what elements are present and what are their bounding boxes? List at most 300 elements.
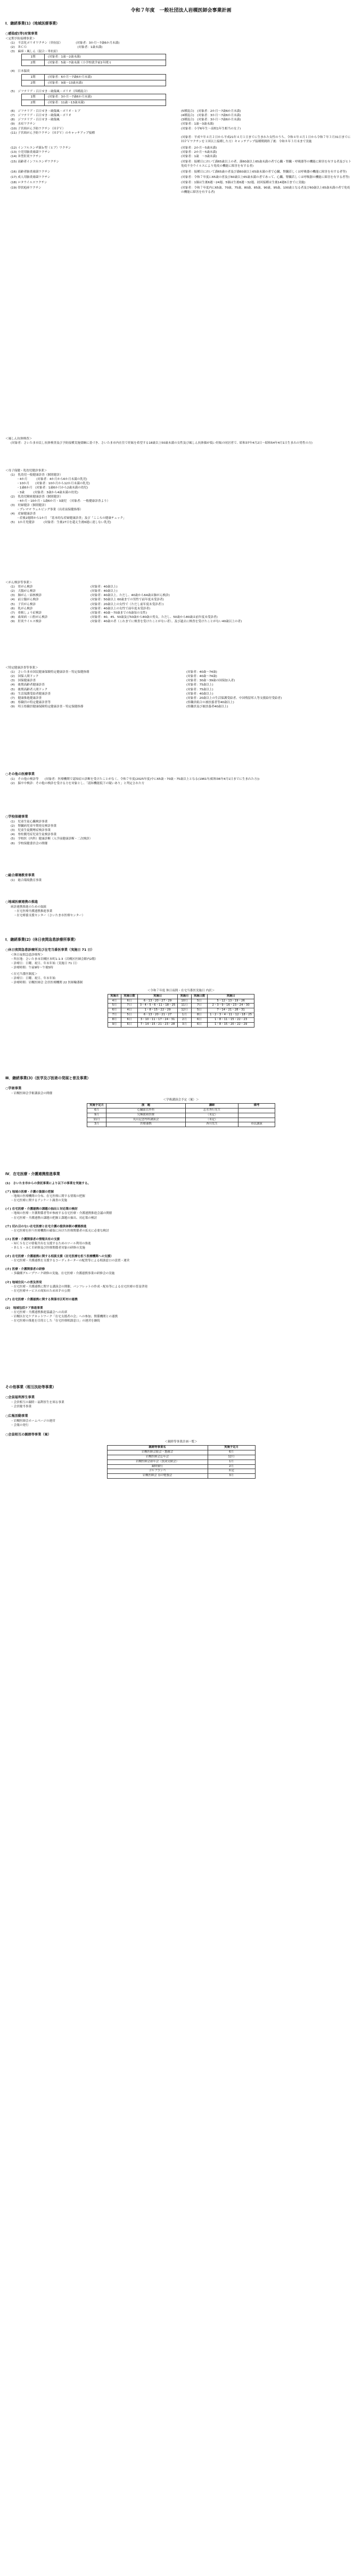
table-cell: 6・13・20・27・29 xyxy=(137,999,178,1004)
item-target: (4種混合) (対象者：3か月〜7歳6か月未満) xyxy=(181,114,241,118)
table-header xyxy=(108,994,254,999)
rubella-text: (対象者：さいたま市民し抗体検査及び予防接種実施要綱に基づき、さいたま市内在住で妊娠を希望する18歳以上50歳未満の女性及び風しん抗体価が低い妊娠の同居者で、昭和37年4月2日〜昭和54年4月1日生まれの男性の方) xyxy=(11,442,312,445)
list-item xyxy=(5,127,357,131)
environment-block xyxy=(5,868,357,883)
list-item: ・在宅医療・介護連携の課題の把握と課題の抽出、対応策の検討 xyxy=(11,1216,97,1220)
list-item: ・地域の医療機関の分布、在宅医療に関する情報の把握 xyxy=(11,1195,85,1199)
table-cell: 6日 xyxy=(121,999,138,1004)
list-item: (4) 脊柱側弯症児童生徒検診事業 xyxy=(11,833,57,837)
routine-vaccination-label: ＜定期予防接種事業＞ xyxy=(5,37,35,40)
section-heading: Ⅰ．継続事業(1)（地域医療事業） xyxy=(5,21,60,26)
list-item: (1) 児童生徒心臓検診事業 xyxy=(11,820,48,824)
column-header: 実施月 xyxy=(108,994,121,999)
table-cell: 心臓血管外科 xyxy=(106,1108,185,1113)
table-row xyxy=(87,1122,275,1127)
list-item: ・地域の医療・介護関係者等が参画する在宅医療・介護連携推進会議の開催 xyxy=(11,1212,112,1216)
table-cell: (対象者：9歳〜13歳未満) xyxy=(45,80,166,86)
table-row xyxy=(107,1469,255,1474)
list-item xyxy=(5,674,357,679)
list-item: ・会員慶弔事業 xyxy=(11,1405,32,1408)
section-heading: Ⅲ．継続事業(3)（医学及び医術の発展と普及事業） xyxy=(5,1076,91,1080)
column-header: 実施日 xyxy=(208,994,254,999)
list-item: ・岩槻医師会学術講演会の開催 xyxy=(11,1091,53,1095)
cancer-label: ＜がん検診等事業＞ xyxy=(5,581,32,584)
list-item: ・会報の発行 xyxy=(11,1424,29,1428)
table-row xyxy=(107,1450,255,1455)
list-item: ・会員相互の親睦・福利厚生を図る事業 xyxy=(11,1400,64,1404)
section-homecare xyxy=(5,1172,357,1323)
table-row xyxy=(108,1022,254,1027)
column-header: 親睦等事業名 xyxy=(107,1446,208,1450)
item-target: (対象者：1歳〜3歳未満) xyxy=(181,123,214,126)
list-item xyxy=(5,122,357,126)
item-name: (4) 前立腺がん検診 xyxy=(11,598,39,602)
list-item: (1) 乳幼児一般健康診査（個別健診） xyxy=(11,474,63,477)
list-item xyxy=(5,170,357,174)
column-header: 実施予定月 xyxy=(208,1446,255,1450)
list-item: ・在宅療養支援センター（さいたま市医療センター） xyxy=(11,914,85,918)
table-cell: 1期 xyxy=(22,54,45,60)
item-target: (県職員及び被扶養者40歳以上) xyxy=(186,705,228,708)
table-cell: (対象者：3か月〜7歳6か月未満) xyxy=(45,94,166,100)
item-name: (8) 歯周病・口腔がん検診 xyxy=(11,615,48,619)
item-target: (対象者：20歳以上の女性で（ただし前年度未受診者）) xyxy=(90,602,164,606)
item-name: (3) 肺がん・結核検診 xyxy=(11,594,42,598)
vaccine-item: (5) ジフテリア・百日せき・破傷風・ポリオ（四種混合） xyxy=(11,89,89,93)
events-table xyxy=(107,1445,256,1479)
list-item xyxy=(5,683,357,687)
list-item: (1) その他の検診等 (対象者：医療機関で認知症の診断を受けたことがなく、令和７年度(2025年度)中に65歳・70歳・75歳以上となる(1961年/昭和36年4月1日までに生まれた方)) xyxy=(11,777,260,781)
item-target: (対象者：接種日において満65歳以上の者、満60歳以上65歳未満の者で心臓・腎臓・呼吸器等の機能に障害を有する者及びヒト免疫不全ウイルスにより免疫の機能に障害を有する者) xyxy=(181,160,352,168)
table-cell: 11月 xyxy=(87,1118,106,1122)
item-target: (対象者：令和７年度内に65歳、70歳、75歳、80歳、85歳、90歳、95歳、100歳となる者及び60歳以上65歳未満の者で免疫の機能に障害を有する者) xyxy=(181,186,350,194)
academic-heading: ○学術事業 xyxy=(5,1086,22,1090)
list-item xyxy=(5,598,357,602)
column-header: 備考 xyxy=(238,1104,275,1108)
events-table-title: ＜親睦等事業計画一覧＞ xyxy=(164,1440,198,1444)
list-item xyxy=(5,705,357,709)
list-item: ・在宅医療・介護連携に関する講演会の開催、パンフレットの作成・配布等による在宅医療の普及啓発 xyxy=(11,1285,148,1289)
table-cell: 6日 xyxy=(121,1017,138,1022)
other-medical-heading: ○その他の医療事業 xyxy=(5,772,35,776)
mr-schedule-table xyxy=(21,54,166,66)
table-cell: 9月 xyxy=(87,1113,106,1118)
table-cell: (対象者：5歳〜7歳未満（小学校就学前1年間）) xyxy=(45,60,166,66)
column-header: 演 題 xyxy=(106,1104,185,1108)
item-target: (対象者：小学6年生〜高校1年生相当の女子) xyxy=(181,127,241,131)
item-target: (対象者：40歳〜70歳までの5歳毎の女性) xyxy=(90,611,147,615)
table-row xyxy=(87,1113,275,1118)
table-cell: 7日 xyxy=(191,1004,208,1008)
list-item xyxy=(5,619,357,624)
column-header: 実施日数 xyxy=(191,994,208,999)
table-cell: (対象者：1歳〜2歳未満) xyxy=(45,54,166,60)
section-heading: Ⅳ．在宅医療・介護連携推進事業 xyxy=(5,1172,60,1176)
table-row xyxy=(22,74,166,80)
list-item: ・在宅医療を担う医療機関の確保に向けた医療関係者の拡充に必要な検討 xyxy=(11,1229,109,1233)
list-item xyxy=(5,602,357,607)
list-item xyxy=(5,150,357,154)
table-cell: 6月 xyxy=(108,1008,121,1013)
table-cell: 8日 xyxy=(191,1013,208,1018)
school-health-heading: ○学校保健事業 xyxy=(5,815,28,819)
table-cell: 2・3・9・16・23・24・30 xyxy=(208,1004,254,1008)
table-header xyxy=(87,1104,275,1108)
list-item: ・4か月 (対象者：4か月から6か月未満の乳児) xyxy=(11,478,87,482)
table-cell: ゴルフコンペ xyxy=(107,1469,208,1474)
list-item xyxy=(5,585,357,589)
table-cell: 5日 xyxy=(191,999,208,1004)
vaccine-item: (3) 麻疹・風しん（混合・単抗原） xyxy=(11,50,60,54)
column-header: 講師 xyxy=(185,1104,238,1108)
section-continuing-1 xyxy=(5,21,357,194)
lecture-table-title: ＜学術講演会予定（案）＞ xyxy=(163,1098,199,1102)
table-cell: 2月 xyxy=(208,1464,255,1469)
table-cell: 9月 xyxy=(108,1022,121,1027)
list-item xyxy=(5,131,357,135)
section-continuing-3 xyxy=(5,1076,357,1127)
item-target: (対象者：40歳〜74歳) xyxy=(186,675,217,679)
table-row xyxy=(22,54,166,60)
table-cell: 5月 xyxy=(108,1004,121,1008)
list-item xyxy=(5,679,357,683)
table-cell: （未定） xyxy=(185,1113,238,1118)
list-item: ・診療時間：岩槻医師会 会員医療機関 22 医師輪番制 xyxy=(11,981,83,985)
emergency-heading: ○休日夜間急患診療所及び在宅当番医事業（実施日 71 日） xyxy=(5,948,94,952)
item-name: (11) 子宮頸がん予防ワクチン（ＨＰＶ）のキャッチアップ接種 xyxy=(11,131,95,135)
table-cell: 1・8・15・22・29 xyxy=(137,1008,178,1013)
table-cell xyxy=(238,1118,275,1122)
item-name: (1) 胃がん検診 xyxy=(11,585,33,589)
table-row xyxy=(22,80,166,86)
table-cell: 6日 xyxy=(191,1017,208,1022)
column-header: 実施月 xyxy=(178,994,191,999)
list-item: ・所在地：さいたま市岩槻区本町1-1-3（岩槻区医師会館内2階） xyxy=(11,957,98,961)
item-name: (4) 後期高齢者健康診査 xyxy=(11,683,45,687)
list-item: ・在宅医療・介護連携推進協議会への出席 xyxy=(11,1311,68,1315)
item-name: (13) 小児用肺炎球菌ワクチン xyxy=(11,151,51,154)
school-health-block xyxy=(5,810,357,846)
list-item: ・1歳6か月 (対象者：1歳6か月から2歳未満の幼児) xyxy=(11,486,88,490)
table-cell: 7日 xyxy=(121,1004,138,1008)
table-cell: 6日 xyxy=(121,1022,138,1027)
list-item: ・診療日：日曜、祝日、年末年始（実施日 71 日） xyxy=(11,962,79,966)
list-item: ・在宅医療介護連携推進事業 xyxy=(11,910,53,914)
item-name: (6) 生活保護受給者健康診査 xyxy=(11,692,51,696)
table-cell: 2期 xyxy=(22,100,45,106)
table-row xyxy=(108,1004,254,1008)
item-name: (2) 国保人間ドック xyxy=(11,675,39,679)
item-name: (14) Ｂ型肝炎ワクチン xyxy=(11,155,42,159)
list-item: ・ＭＣＳなどの情報共有を支援するためのツール利用の推進 xyxy=(11,1242,91,1245)
table-cell: 12月 xyxy=(178,1008,191,1013)
list-item: (1) 総合環境教育事業 xyxy=(11,878,42,882)
table-cell: 岩槻医師会 春の勉強会 xyxy=(107,1474,208,1479)
item-target: (5種混合) (対象者：2か月〜7歳6か月未満) xyxy=(181,110,241,113)
item-target: (対象者：40歳以上) xyxy=(186,692,213,696)
item-name: (18) ロタウイルスワクチン xyxy=(11,181,47,184)
item-target: (対象者：40、45、50歳及び50歳から80歳の男女。ただし、50歳から80歳は前年度未受診者) xyxy=(90,615,218,619)
table-row xyxy=(108,1017,254,1022)
table-row xyxy=(22,60,166,66)
rubella-block xyxy=(5,437,357,445)
item-name: (7) 健康推進健康診査 xyxy=(11,696,42,700)
item-target: (対象者：20歳以上の生活保護受給者、中国残留邦人等支援給付受給者) xyxy=(186,696,282,700)
list-item xyxy=(5,670,357,674)
table-cell: 3月 xyxy=(208,1474,255,1479)
list-item: (ウ) 切れ目のない在宅医療と在宅介護の提供体制の構築推進 xyxy=(5,1225,87,1228)
item-name: (16) 高齢者肺炎球菌ワクチン xyxy=(11,170,51,174)
vaccine-item: (1) 不活化ポリオワクチン（単抗原） (対象者：3か月〜7歳6か月未満) xyxy=(11,41,120,45)
table-cell: 1期 xyxy=(22,74,45,80)
item-target: (対象者：40歳以上) xyxy=(90,585,118,589)
list-item xyxy=(5,692,357,696)
list-item: ・多職種グループワーク研修の実施、在宅医療・介護連携事業の研修会の実施 xyxy=(11,1272,115,1276)
infant-health-label: ＜母子保健・乳幼児健診事業＞ xyxy=(5,469,47,472)
table-cell: (対象者：6か月〜7歳6か月未満) xyxy=(45,74,166,80)
table-cell: 親睦旅行 xyxy=(107,1464,208,1469)
table-row xyxy=(107,1464,255,1469)
item-target: (対象者：75歳以上) xyxy=(186,683,213,687)
item-name: (5) 後期高齢者人間ドック xyxy=(11,688,48,691)
dpt-schedule-table xyxy=(21,94,166,106)
item-name: (7) 骨粗しょう症検診 xyxy=(11,611,42,615)
section-continuing-2 xyxy=(5,938,357,1028)
table-cell: 未定 xyxy=(208,1469,255,1474)
list-item xyxy=(5,696,357,700)
list-item: ・4か月・10か月・1歳6か月・3歳児 （対象者：一般健康診査より） xyxy=(11,499,110,503)
section-heading: Ⅰ．継続事業(2)（休日夜間急患診療所事業） xyxy=(5,938,78,942)
list-item: (イ) 在宅医療・介護連携の課題の抽出と対応策の検討 xyxy=(5,1208,78,1211)
other-medical-block xyxy=(5,767,357,786)
item-target: (対象者：2か月〜5歳未満) xyxy=(181,151,217,154)
catchup-note: (対象者：平成９年４月２日から平成21年４月１日までに生まれた女性のうち、令和４年４月１日から令和７年３月31日までにＨＰＶワクチンを１回以上接種した方）キャッチアップ接種期間終了後：令和８年３月末まで実施 xyxy=(181,135,351,143)
environment-heading: ○総合環境教育事業 xyxy=(5,874,35,877)
list-item xyxy=(5,611,357,615)
table-cell: 2月 xyxy=(178,1017,191,1022)
table-cell: 3月 xyxy=(178,1022,191,1027)
list-item xyxy=(5,700,357,705)
table-cell: （未定） xyxy=(185,1118,238,1122)
list-item xyxy=(5,109,357,113)
item-target: (県職員組合の被扶養者等40歳以上) xyxy=(186,700,234,704)
list-item: 病診連携推進のための取組 xyxy=(11,905,47,909)
table-cell: 志水秀行先生 xyxy=(185,1108,238,1113)
list-item: ・在宅医療サービスの周知のためＨＰの公開 xyxy=(11,1289,70,1293)
table-cell: 7月 xyxy=(108,1013,121,1018)
table-cell: 岩槻医師会忘年会 xyxy=(107,1455,208,1460)
list-item: (4) 産婦健康診査 xyxy=(11,512,36,516)
table-cell: 6月 xyxy=(87,1108,106,1113)
item-target: (対象者：40歳以上) xyxy=(90,590,118,593)
item-target: (対象者：40歳以上。ただし、40歳から64歳は肺がん検診) xyxy=(90,594,170,598)
list-item: (2) 腎臓病児童早期発見検診事業 xyxy=(11,825,57,828)
list-item: ・岩槻区在宅ケアネットワーク「在宅支援者の会」への参加、関係機関との連携 xyxy=(11,1315,118,1319)
lecture-table xyxy=(87,1103,275,1127)
table-cell: 4日 xyxy=(121,1008,138,1013)
list-item: (2) 乳幼児精密健康診査（個別健診） xyxy=(11,495,63,499)
table-cell: 7・14・21・28・31 xyxy=(208,1008,254,1013)
list-item: ・10か月 (対象者：10か月から12か月未満の乳児) xyxy=(11,482,90,486)
table-cell: 1・2・3・4・11・12・18・25 xyxy=(208,1013,254,1018)
table-row xyxy=(107,1455,255,1460)
table-row xyxy=(22,100,166,106)
table-cell: 5日 xyxy=(191,1008,208,1013)
item-target: (対象者：30歳〜39歳の国保加入者) xyxy=(186,679,235,683)
list-item: (6) 学校保健委員会の開催 xyxy=(11,842,48,845)
member-events-heading: ○会員相互の親睦等事業（案） xyxy=(5,1433,51,1437)
item-name: (12) インフルエンザ菌ｂ型（ヒブ）ワクチン xyxy=(11,146,71,150)
je-schedule-table xyxy=(21,74,166,86)
list-item: (オ) 在宅医療・介護連携に関する相談支援（在宅医療を担う医療機関への支援） xyxy=(5,1255,113,1259)
item-name: (9) 水痘ワクチン xyxy=(11,123,36,126)
list-item: ・ＢＬＳ・ＡＣＥ研修及び医療関係者対象の研修の実施 xyxy=(11,1246,85,1250)
list-item: ・在宅医療・介護連携を支援するコーディネーターの配置等による相談窓口の設置・運営 xyxy=(11,1259,130,1263)
welfare-heading: ○会員福利厚生事業 xyxy=(5,1395,35,1399)
list-item: ・在宅医療に関するアンケート調査の実施 xyxy=(11,1199,67,1203)
item-name: (5) 子宮がん検診 xyxy=(11,602,36,606)
list-item: (ク) 在宅医療・介護連携に関する関係市区町村の連携 xyxy=(5,1298,78,1301)
table-cell: 11月 xyxy=(178,1004,191,1008)
vaccine-item: (2) ＢＣＧ (対象者：1歳未満) xyxy=(11,46,103,50)
list-item: ・産後2週間から1か月 「基本的な産婦健康診査」及び「こころの健康チェック」 xyxy=(11,517,126,520)
table-row xyxy=(22,94,166,100)
list-item: (5) 1か月児健診 (対象者：生後27日を超え生後6週に達しない乳児) xyxy=(11,521,111,525)
item-target: (対象者：2か月〜5歳未満) xyxy=(181,146,217,150)
item-target: (対象者：40歳の者（これまでに検査を受けたことがない者）。及び過去に検査を受けたことがない40歳以上の者) xyxy=(90,619,242,623)
item-name: (15) 高齢者インフルエンザワクチン xyxy=(11,160,60,164)
list-item xyxy=(5,118,357,122)
table-cell: 究極緩和医療 xyxy=(106,1113,185,1118)
regional-cooperation-heading: ○地域医療連携の推進 xyxy=(5,900,38,904)
table-row xyxy=(87,1108,275,1113)
table-row xyxy=(87,1118,275,1122)
table-row xyxy=(108,999,254,1004)
table-cell xyxy=(238,1108,275,1113)
item-name: (7) ジフテリア・百日せき・破傷風・ポリオ xyxy=(11,114,72,118)
section-heading: その他事業（相互扶助等事業） xyxy=(5,1385,56,1389)
list-item: (エ) 医療・介護関係者の情報共有の支援 xyxy=(5,1237,60,1241)
table-cell: 5日 xyxy=(121,1013,138,1018)
item-target: (対象者：令和７年度に65歳の者及び60歳以上65歳未満の者であって、心臓、腎臓若しくは呼吸器の機能に障害を有する者等) xyxy=(181,175,350,179)
table-cell: 12月 xyxy=(208,1455,255,1460)
table-cell: 1期 xyxy=(22,94,45,100)
table-cell xyxy=(238,1113,275,1118)
item-name: (8) ジフテリア・百日せき・破傷風 xyxy=(11,118,60,122)
table-cell: 4月 xyxy=(108,999,121,1004)
item-name: (9) 肝炎ウイルス検診 xyxy=(11,619,42,623)
table-row xyxy=(108,1008,254,1013)
item-name: (8) 県職員の特定健康診査等 xyxy=(11,700,51,704)
table-cell: 2期 xyxy=(22,60,45,66)
table-cell: 5・12・13・19・26 xyxy=(208,999,254,1004)
list-item xyxy=(5,146,357,150)
holiday-schedule-table xyxy=(108,994,254,1028)
specific-checkup-block xyxy=(5,666,357,709)
list-item xyxy=(5,113,357,118)
table-cell: 3・10・11・17・24・31 xyxy=(137,1017,178,1022)
item-target: (対象者：50歳以上 60歳までの男性で前年度未受診者) xyxy=(90,598,164,602)
list-item: ・診療時間：午前9時〜午後5時 xyxy=(11,966,53,970)
table-row xyxy=(107,1474,255,1479)
table-cell: 1・8・11・15・22・23 xyxy=(208,1017,254,1022)
table-cell: 岩槻医師会新年会（賀詞交歓会） xyxy=(107,1460,208,1464)
table-cell: 1・8・15・20・22・29 xyxy=(208,1022,254,1027)
list-item: ・プレママ ウェルビング事業（出産前保健指導） xyxy=(11,508,83,511)
table-cell: 6日 xyxy=(191,1022,208,1027)
table-cell: 市民講演 xyxy=(238,1122,275,1127)
infant-health-block xyxy=(5,469,357,525)
list-item xyxy=(5,688,357,692)
list-item xyxy=(5,593,357,598)
item-target: (対象者：40歳以上の女性で前年度未受診者) xyxy=(90,607,151,610)
table-cell: 3月 xyxy=(87,1122,106,1127)
table-cell: 2期 xyxy=(22,80,45,86)
column-header: 実施日 xyxy=(137,994,178,999)
list-item xyxy=(5,154,357,159)
table-cell: 1月 xyxy=(178,1013,191,1018)
table-row xyxy=(108,1013,254,1018)
list-item: ＜在宅当番医制度＞ xyxy=(11,973,38,976)
item-name: (1) さいたま市国民健康保険特定健康診査・特定保健指導 xyxy=(11,671,89,674)
table-cell: 医療連携 xyxy=(106,1122,185,1127)
item-name: (9) 埼玉県職員健康保険特定健康診査・特定保健指導 xyxy=(11,705,84,708)
column-header: 実施日数 xyxy=(121,994,138,999)
item-name: (19) 帯状疱疹ワクチン xyxy=(11,186,42,190)
table-cell: 7・14・15・21・23・28 xyxy=(137,1022,178,1027)
regional-cooperation-block xyxy=(5,895,357,918)
item-target: (3種混合) (対象者：3か月〜7歳6か月未満) xyxy=(181,118,241,122)
list-item: (1) さいたま市からの委託事業により以下の事業を実施する。 xyxy=(5,1181,91,1185)
checkup-label: ＜特定健康診査等事業＞ xyxy=(5,666,38,670)
list-item: ・在宅医療の推進を目的とした「在宅医療相談窓口」の運営を継続 xyxy=(11,1319,100,1323)
item-target: (対象者：40歳〜74歳) xyxy=(186,671,217,674)
table-cell: 8月 xyxy=(108,1017,121,1022)
table-cell: 10月 xyxy=(178,999,191,1004)
table-cell: 丸山記念内科講演会 xyxy=(106,1118,185,1122)
table-cell: 6月 xyxy=(208,1450,255,1455)
schedule-table-title: ＜令和７年度 休日夜間・在宅当番医実施日 内訳＞ xyxy=(147,989,215,992)
item-name: (10) 子宮頸がん予防ワクチン（ＨＰＶ） xyxy=(11,127,65,131)
table-cell: 岩槻医師会総会・懇親会 xyxy=(107,1450,208,1455)
list-item: ・診療日：日曜、祝日、年末年始 xyxy=(11,977,55,981)
list-item: (3) 妊婦健診（個別健診） xyxy=(11,503,48,507)
item-name: (6) 乳がん検診 xyxy=(11,607,33,610)
list-item: (2) 脳卒中検診：その他の検診を受ける方を対象とし、「認知機能低下の疑いあり」と判定された方 xyxy=(11,782,145,786)
pr-heading: ○広報活動事業 xyxy=(5,1414,28,1419)
vaccine-item: (4) 日本脳炎 xyxy=(11,70,30,74)
cancer-screening-block xyxy=(5,581,357,624)
list-item: (ア) 地域の医療・介護の資源の把握 xyxy=(5,1190,54,1194)
item-name: (6) ジフテリア・百日せき・破傷風・ポリオ・ヒブ xyxy=(11,110,80,113)
section-other xyxy=(5,1385,357,1479)
list-item xyxy=(5,607,357,611)
list-item: (3) 児童生徒側彎症検診事業 xyxy=(11,829,51,833)
table-cell: (対象者：11歳〜13歳未満) xyxy=(45,100,166,106)
list-item xyxy=(5,186,357,194)
table-cell: 3・4・5・6・11・18・25 xyxy=(137,1004,178,1008)
list-item: (カ) 医療・介護関係者の研修 xyxy=(5,1268,45,1271)
infection-heading: ○感染症(等)対策事業 xyxy=(5,31,38,36)
item-name: (17) 成人用肺炎球菌ワクチン xyxy=(11,175,51,179)
list-item: ・3歳 (対象者：3歳から4歳未満の幼児) xyxy=(11,491,78,494)
column-header: 実施予定月 xyxy=(87,1104,106,1108)
page-title: 令和７年度 一般社団法人岩槻医師会事業計画 xyxy=(130,8,232,13)
rubella-label: ＜風しん抗体検査＞ xyxy=(5,437,32,441)
item-target: (対象者：1歳 〜3歳未満) xyxy=(181,155,217,159)
table-row xyxy=(107,1460,255,1464)
list-item xyxy=(5,181,357,185)
